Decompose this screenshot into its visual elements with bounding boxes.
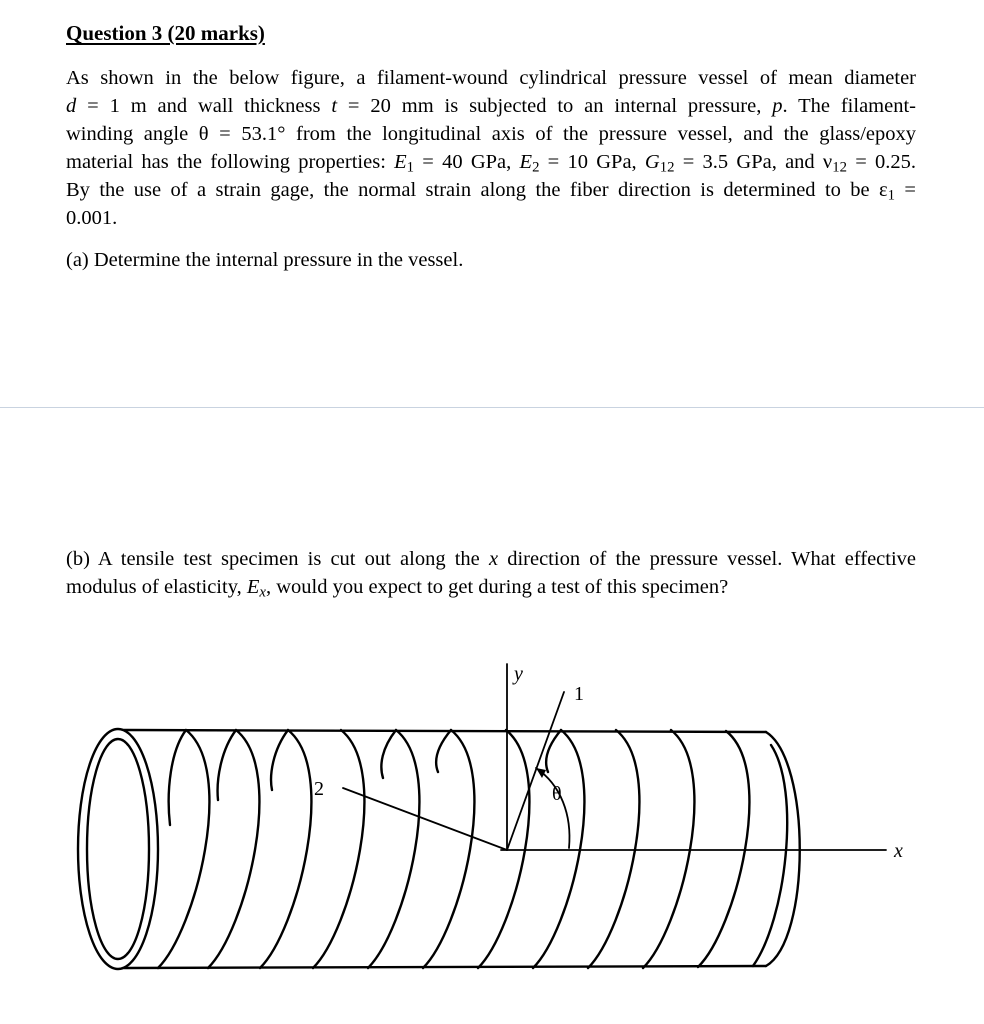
- sub-ex-letter: x: [259, 584, 266, 601]
- section-divider: [0, 407, 984, 408]
- part-a-text: [66, 246, 916, 274]
- part-b-line-1-text-b: direction of the pressure vessel. What effective: [498, 548, 917, 570]
- intro-line-5: [66, 176, 916, 204]
- intro-line-3: winding angle θ = 53.1° from the longitudinal axis of the pressure vessel, and the glass/epoxy: [66, 123, 916, 145]
- theta-arrowhead: [536, 768, 546, 778]
- intro-line-2-text-a: = 1 m and wall thickness: [76, 95, 332, 117]
- intro-line-4: [66, 148, 916, 176]
- label-y: y: [514, 663, 523, 685]
- part-b-line-2-text-a: modulus of elasticity,: [66, 576, 247, 598]
- label-1: 1: [574, 683, 584, 705]
- sub-eps1: 1: [887, 187, 896, 204]
- part-b-line-1: [66, 545, 916, 573]
- cylinder-top-edge: [124, 730, 766, 732]
- pressure-vessel-figure: [66, 650, 946, 980]
- intro-line-1: As shown in the below figure, a filament-wound cylindrical pressure vessel of mean diameter: [66, 67, 916, 89]
- sub-e1: 1: [406, 159, 415, 176]
- var-p: p: [772, 95, 783, 117]
- sub-e2: 2: [532, 159, 540, 176]
- label-2: 2: [314, 778, 324, 800]
- question-heading: Question 3 (20 marks): [66, 21, 265, 45]
- value-g12: = 3.5 GPa, and ν: [674, 151, 833, 173]
- part-b-line-2: [66, 573, 916, 601]
- value-e2: = 10 GPa,: [539, 151, 645, 173]
- var-e1: E: [394, 151, 407, 173]
- part-a-line: (a) Determine the internal pressure in the vessel.: [66, 249, 464, 271]
- intro-line-5-text: By the use of a strain gage, the normal strain along the fiber direction is determined to be ε: [66, 179, 888, 201]
- intro-line-6: 0.001.: [66, 207, 118, 229]
- value-nu12: = 0.25.: [846, 151, 917, 173]
- var-e2: E: [519, 151, 533, 173]
- cylinder-end-inner: [87, 739, 149, 959]
- intro-line-5-equals: =: [895, 179, 916, 201]
- sub-nu12: 12: [832, 159, 847, 176]
- winding-front-arcs: [158, 730, 787, 968]
- label-theta: θ: [552, 783, 562, 805]
- fiber-direction-1: [507, 692, 564, 850]
- var-d: d: [66, 95, 77, 117]
- intro-line-4-text: material has the following properties:: [66, 151, 395, 173]
- cylinder-end-outer: [78, 729, 158, 969]
- var-x: x: [488, 548, 499, 570]
- intro-line-2: [66, 92, 916, 120]
- question-intro-paragraph: [66, 64, 916, 232]
- sub-g12: 12: [659, 159, 675, 176]
- theta-angle-arc: [536, 768, 569, 848]
- cylinder-bottom-edge: [124, 966, 766, 968]
- value-e1: = 40 GPa,: [414, 151, 520, 173]
- pressure-vessel-diagram: [66, 650, 946, 980]
- part-b-paragraph: [66, 545, 916, 601]
- intro-line-2-text-b: = 20 mm is subjected to an internal pressure,: [337, 95, 773, 117]
- part-b-line-1-text-a: (b) A tensile test specimen is cut out along the: [66, 548, 489, 570]
- intro-line-2-text-c: . The filament-: [782, 95, 916, 117]
- transverse-direction-2: [343, 788, 507, 850]
- var-ex: E: [246, 576, 260, 598]
- var-g12: G: [644, 151, 660, 173]
- part-b-line-2-text-b: , would you expect to get during a test of this specimen?: [265, 576, 729, 598]
- label-x: x: [894, 840, 903, 862]
- var-t: t: [331, 95, 338, 117]
